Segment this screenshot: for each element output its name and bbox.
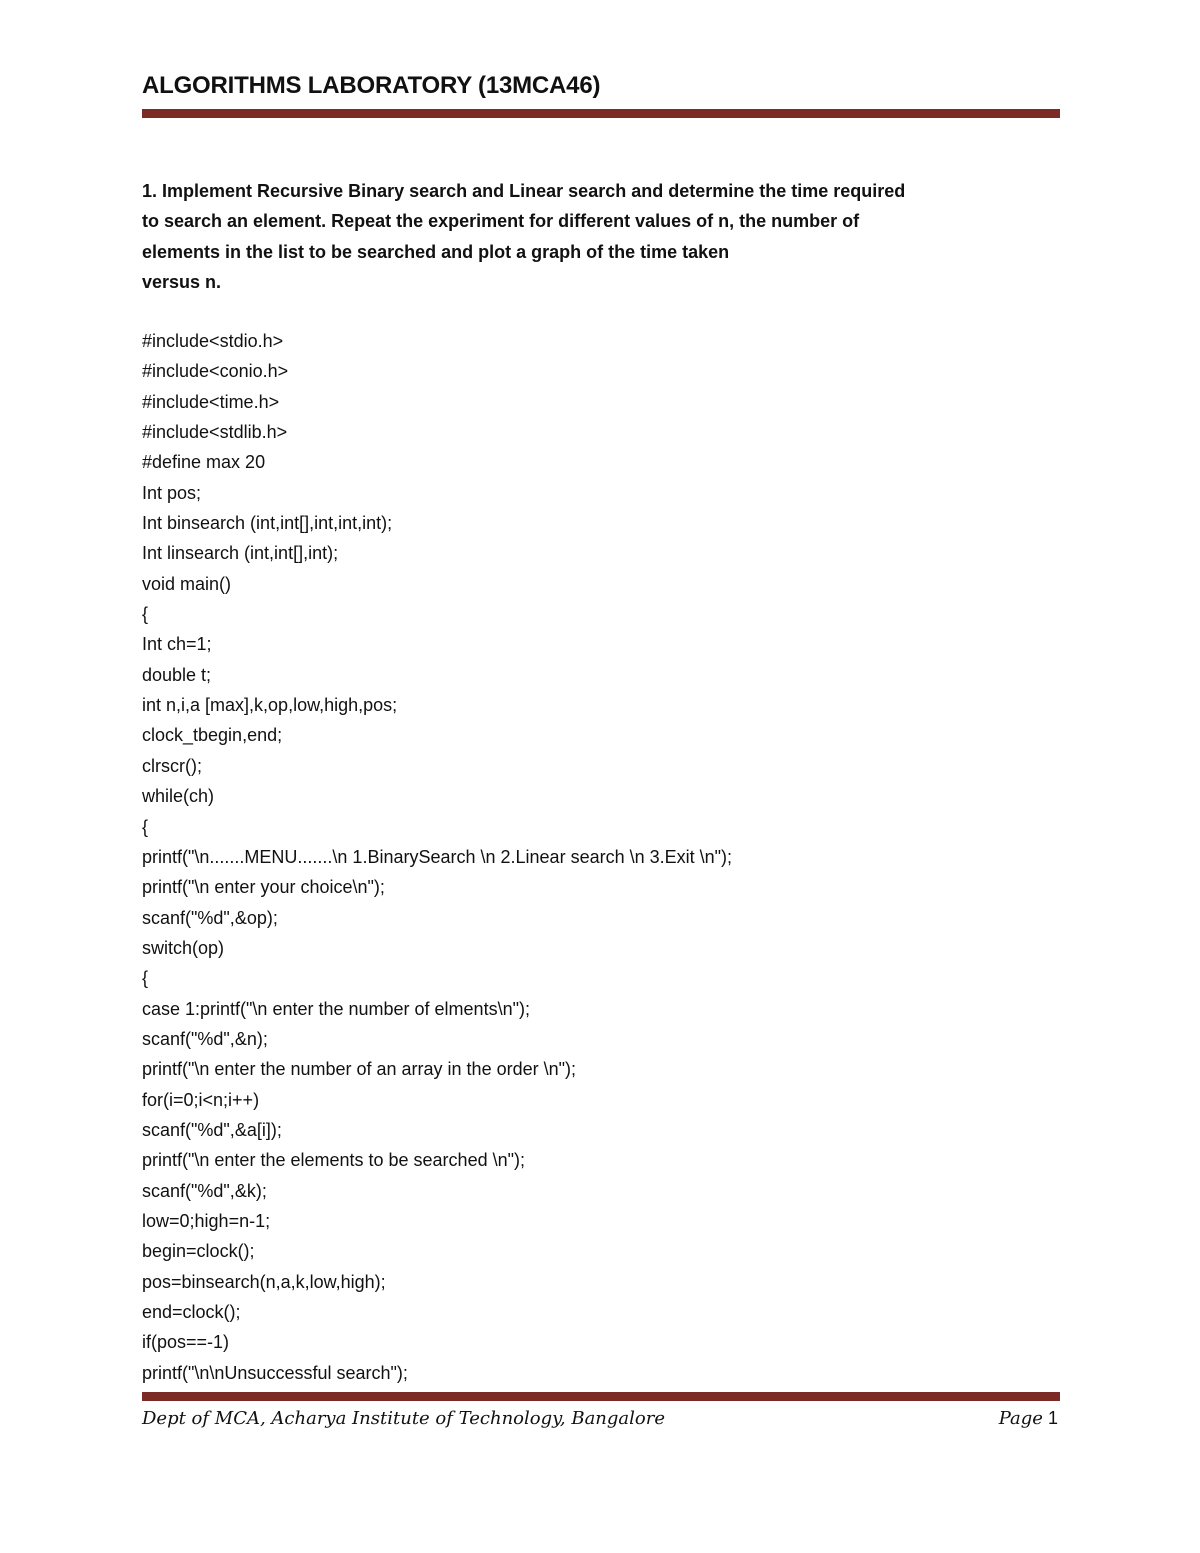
code-line: low=0;high=n-1; <box>142 1210 271 1231</box>
code-line: #include<stdio.h> <box>142 331 284 351</box>
page-label: Page <box>998 1408 1043 1429</box>
code-line: printf("\n enter the number of an array in the order \n"); <box>142 1059 576 1080</box>
question-line: versus n. <box>142 272 222 293</box>
page-header-title: ALGORITHMS LABORATORY (13MCA46) <box>142 72 601 99</box>
question-line: elements in the list to be searched and plot a graph of the time taken <box>142 241 730 262</box>
page-number-value: 1 <box>1047 1408 1058 1428</box>
code-line: switch(op) <box>142 937 225 958</box>
code-line: clock_tbegin,end; <box>142 725 283 746</box>
code-line: clrscr(); <box>142 755 202 776</box>
code-line: scanf("%d",&op); <box>142 907 278 928</box>
code-line: case 1:printf("\n enter the number of elments\n"); <box>142 998 530 1019</box>
code-line: Int pos; <box>142 482 202 503</box>
footer-department: Dept of MCA, Acharya Institute of Technology, Bangalore <box>142 1408 666 1429</box>
code-line: Int ch=1; <box>142 634 212 655</box>
code-line: if(pos==-1) <box>142 1332 230 1353</box>
code-line: scanf("%d",&a[i]); <box>142 1119 282 1140</box>
code-line: { <box>142 816 149 837</box>
code-listing <box>142 326 732 1388</box>
header-rule <box>142 109 1060 118</box>
page-number <box>999 1408 1058 1429</box>
code-line: #include<conio.h> <box>142 361 289 382</box>
code-line: double t; <box>142 664 212 685</box>
code-line: printf("\n.......MENU.......\n 1.BinarySearch \n 2.Linear search \n 3.Exit \n"); <box>142 846 733 867</box>
code-line: scanf("%d",&n); <box>142 1028 268 1049</box>
code-line: #include<time.h> <box>142 391 280 412</box>
question-text <box>142 176 1022 298</box>
code-line: Int linsearch (int,int[],int); <box>142 543 339 564</box>
code-line: printf("\n enter your choice\n"); <box>142 877 385 898</box>
code-line: int n,i,a [max],k,op,low,high,pos; <box>142 695 398 716</box>
code-line: pos=binsearch(n,a,k,low,high); <box>142 1271 386 1292</box>
code-line: while(ch) <box>142 786 215 807</box>
code-line: begin=clock(); <box>142 1241 255 1262</box>
code-line: printf("\n\nUnsuccessful search"); <box>142 1362 408 1383</box>
code-line: { <box>142 968 149 989</box>
code-line: printf("\n enter the elements to be searched \n"); <box>142 1150 525 1171</box>
code-line: { <box>142 604 149 625</box>
code-line: end=clock(); <box>142 1302 241 1322</box>
code-line: scanf("%d",&k); <box>142 1180 267 1201</box>
code-line: #define max 20 <box>142 452 266 473</box>
footer-rule <box>142 1392 1060 1401</box>
code-line: for(i=0;i<n;i++) <box>142 1089 260 1110</box>
code-line: #include<stdlib.h> <box>142 422 288 443</box>
question-line: 1. Implement Recursive Binary search and Linear search and determine the time required <box>142 181 906 201</box>
code-line: Int binsearch (int,int[],int,int,int); <box>142 513 393 534</box>
code-line: void main() <box>142 573 232 594</box>
question-line: to search an element. Repeat the experiment for different values of n, the number of <box>142 211 860 232</box>
